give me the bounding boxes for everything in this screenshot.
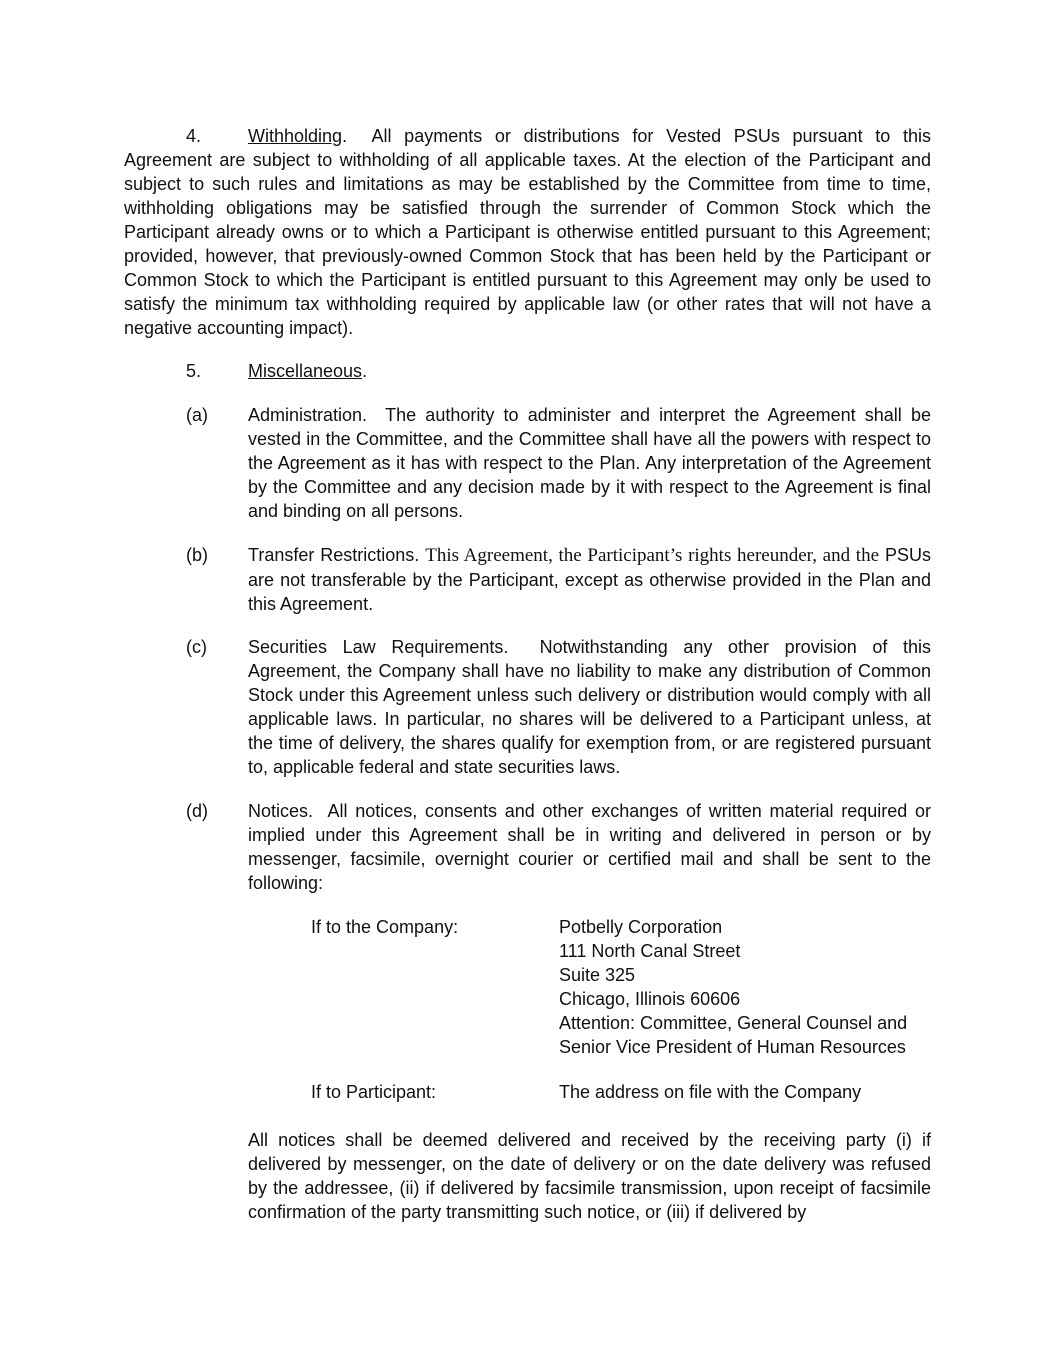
section-4-paragraph — [124, 124, 931, 340]
participant-address-label: If to Participant: — [311, 1082, 437, 1102]
item-b — [186, 543, 931, 616]
section-4-title: Withholding — [248, 126, 343, 146]
company-address-line: 111 North Canal Street — [559, 941, 741, 961]
company-address-line: Senior Vice President of Human Resources — [559, 1037, 906, 1057]
notices-delivery-paragraph: All notices shall be deemed delivered and received by the receiving party (i) if delivered by messenger, on the date of delivery or on the date delivery was refused by the addressee, (ii) if delivered by facsimile transmission, upon receipt of facsimile confirmation of the party transmitting such notice, or (iii) if delivered by — [248, 1130, 931, 1222]
item-b-title: Transfer Restrictions. — [248, 545, 420, 565]
section-4-title-punct: . — [342, 126, 348, 146]
item-c — [186, 635, 931, 779]
item-c-text: Notwithstanding any other provision of this Agreement, the Company shall have no liability to make any distribution of Common Stock under this Agreement unless such delivery or distribution would comply with all applicable laws. In particular, no shares will be delivered to a Participant unless, at the time of delivery, the shares qualify for exemption from, or are registered pursuant to, applicable federal and state securities laws. — [248, 637, 932, 777]
item-c-body — [248, 635, 931, 779]
item-a — [186, 403, 931, 523]
section-5-number: 5. — [186, 361, 202, 381]
section-4-text: All payments or distributions for Vested PSUs pursuant to this Agreement are subject to withholding of all applicable taxes. At the election of the Participant and subject to such rules and limitations as may be established by the Committee from time to time, withholding obligations may be satisfied through the surrender of Common Stock which the Participant already owns or to which a Participant is otherwise entitled pursuant to this Agreement; provided, however, that previously-owned Common Stock that has been held by the Participant or Common Stock to which the Participant is entitled pursuant to this Agreement may only be used to satisfy the minimum tax withholding required by applicable law (or other rates that will not have a negative accounting impact). — [124, 126, 931, 338]
section-5-title-punct: . — [362, 361, 368, 381]
company-address-line: Chicago, Illinois 60606 — [559, 989, 741, 1009]
item-d-label: (d) — [186, 801, 208, 821]
item-b-text: PSUs are not transferable by the Participant, except as otherwise provided in the Plan and this Agreement. — [248, 545, 931, 614]
item-d-title: Notices. — [248, 801, 314, 821]
company-address-line: Potbelly Corporation — [559, 917, 723, 937]
item-d-text: All notices, consents and other exchanges of written material required or implied under this Agreement shall be in writing and delivered in person or by messenger, facsimile, overnight courier or certified mail and shall be sent to the following: — [248, 801, 931, 893]
item-a-body — [248, 403, 931, 523]
section-4-number: 4. — [186, 126, 202, 146]
section-5-title: Miscellaneous — [248, 361, 363, 381]
company-address-line: Suite 325 — [559, 965, 636, 985]
item-b-label: (b) — [186, 545, 208, 565]
company-address-label: If to the Company: — [311, 917, 459, 937]
participant-address: The address on file with the Company — [559, 1082, 862, 1102]
item-b-text-serif: This Agreement, the Participant’s rights hereunder, and the — [425, 545, 879, 566]
item-c-label: (c) — [186, 637, 207, 657]
item-a-title: Administration. — [248, 405, 368, 425]
item-c-title: Securities Law Requirements. — [248, 637, 509, 657]
item-b-body — [248, 543, 931, 616]
company-address — [559, 915, 939, 1059]
section-5-heading — [186, 359, 367, 383]
item-a-label: (a) — [186, 405, 208, 425]
item-d-body — [248, 799, 931, 895]
company-address-line: Attention: Committee, General Counsel and — [559, 1013, 908, 1033]
item-a-text: The authority to administer and interpret the Agreement shall be vested in the Committee, and the Committee shall have all the powers with respect to the Agreement as it has with respect to the Plan. Any interpretation of the Agreement by the Committee and any decision made by it with respect to the Agreement is final and binding on all persons. — [248, 405, 931, 521]
item-d — [186, 799, 931, 895]
